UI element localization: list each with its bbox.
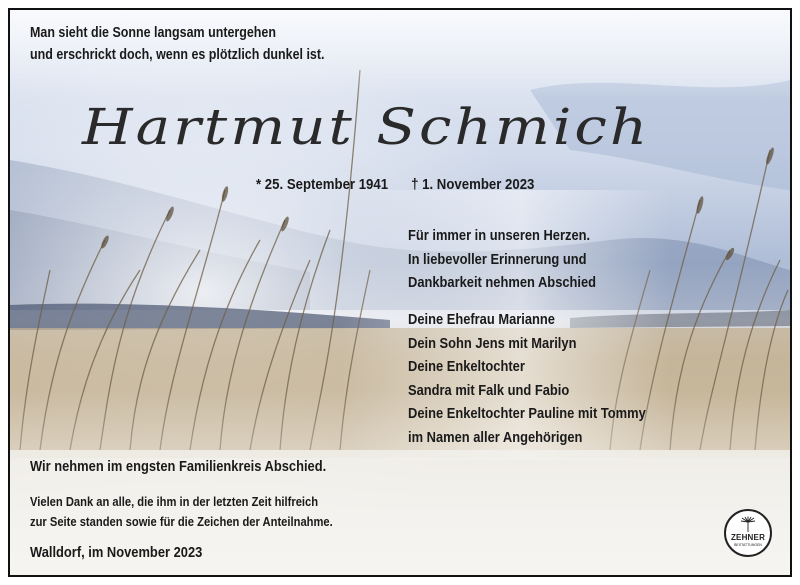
opening-quote: [30, 22, 324, 66]
farewell-line: In liebevoller Erinnerung und: [408, 250, 587, 268]
thanks-line: Vielen Dank an alle, die ihm in der letzten Zeit hilfreich: [30, 494, 319, 509]
mourner-line: Deine Enkeltochter Pauline mit Tommy: [408, 405, 646, 422]
funeral-notice: Wir nehmen im engsten Familienkreis Abschied.: [30, 458, 327, 475]
death-date: † 1. November 2023: [411, 176, 535, 193]
background-photo: [10, 10, 790, 575]
life-dates: [256, 176, 554, 193]
quote-line: Man sieht die Sonne langsam untergehen: [30, 25, 276, 41]
thanks-text: [30, 492, 333, 532]
mourner-line: Deine Ehefrau Marianne: [408, 311, 555, 328]
deceased-name: Hartmut Schmich: [82, 98, 651, 156]
mourner-line: Deine Enkeltochter: [408, 358, 525, 375]
mourner-line: im Namen aller Angehörigen: [408, 428, 583, 446]
mourners-list: [408, 308, 646, 449]
undertaker-logo: [724, 509, 772, 557]
dandelion-icon: [740, 516, 756, 532]
thanks-line: zur Seite standen sowie für die Zeichen der Anteilnahme.: [30, 514, 333, 529]
farewell-line: Für immer in unseren Herzen.: [408, 227, 591, 244]
place-date: Walldorf, im November 2023: [30, 544, 203, 561]
farewell-text: [408, 224, 596, 295]
logo-name: ZEHNER: [730, 533, 766, 542]
birth-date: * 25. September 1941: [256, 176, 389, 193]
mourner-line: Dein Sohn Jens mit Marilyn: [408, 334, 577, 352]
quote-line: und erschrickt doch, wenn es plötzlich dunkel ist.: [30, 47, 325, 63]
obituary-card: [8, 8, 792, 577]
farewell-line: Dankbarkeit nehmen Abschied: [408, 274, 597, 291]
logo-subtitle: BESTATTUNGEN: [734, 543, 762, 547]
mourner-line: Sandra mit Falk und Fabio: [408, 381, 570, 399]
